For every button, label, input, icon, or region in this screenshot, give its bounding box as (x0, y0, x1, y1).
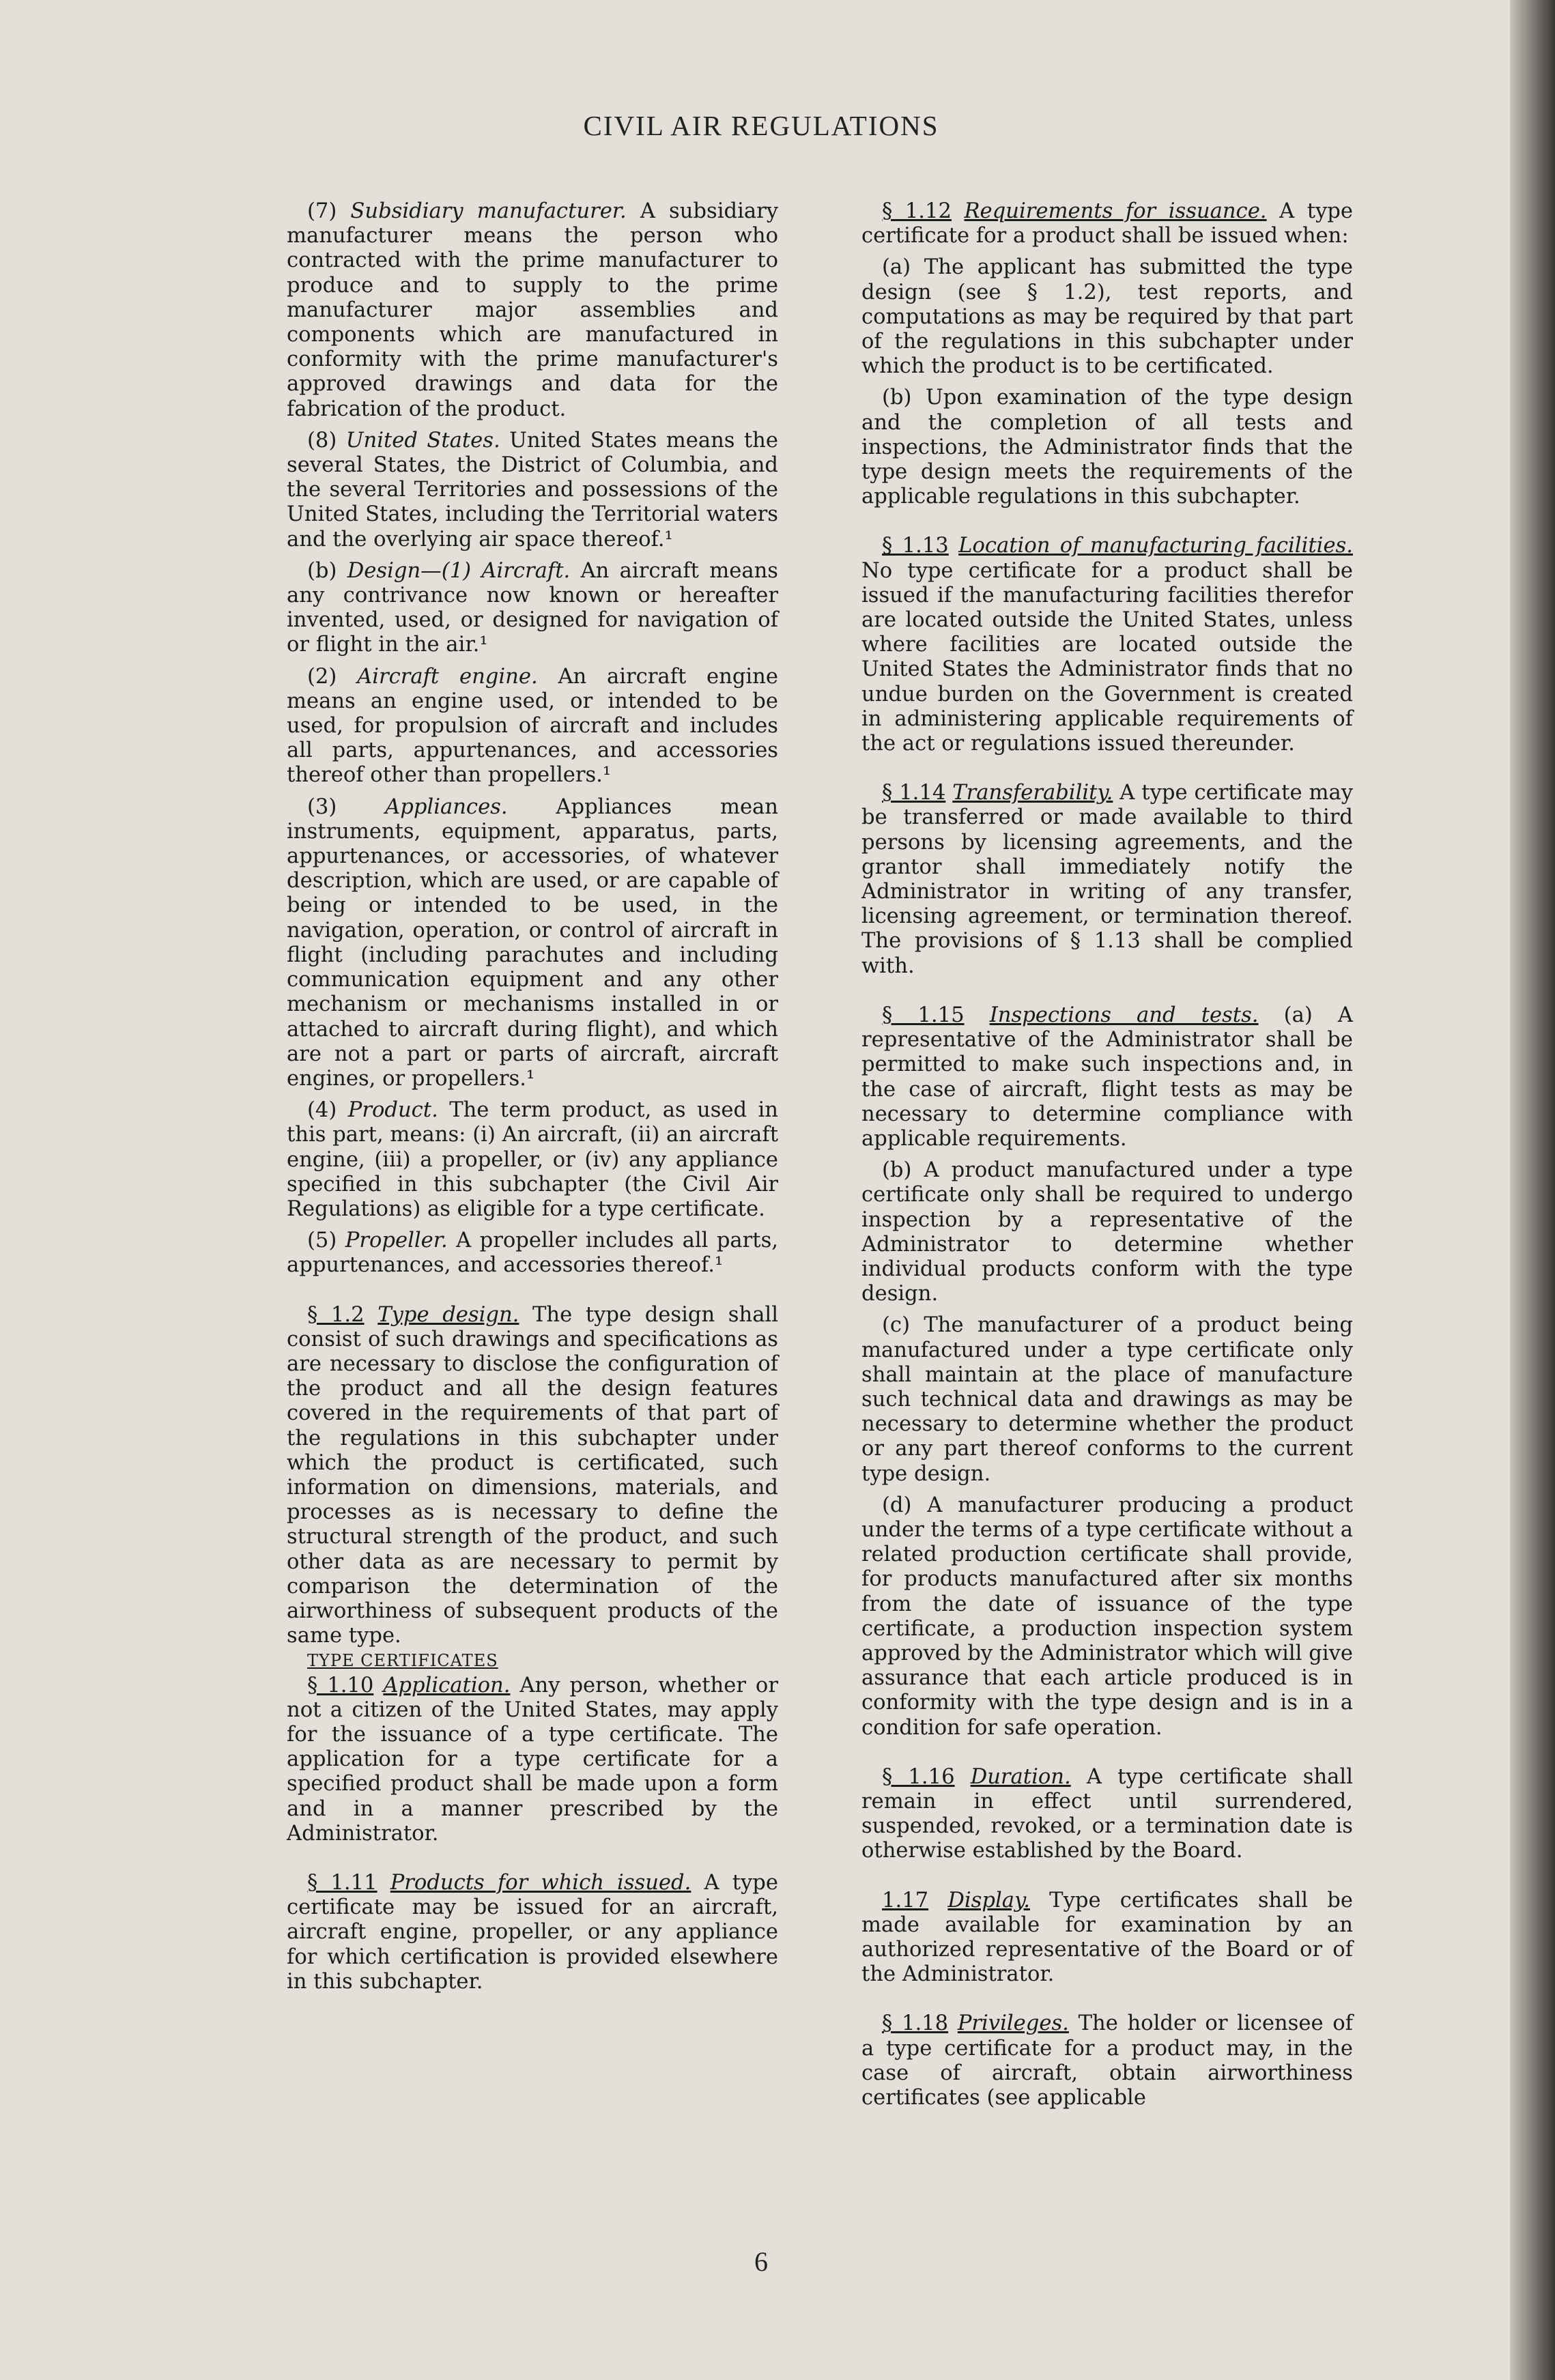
paragraph-propeller: (5) Propeller. A propeller includes all parts, appurtenances, and accessories thereof.¹ (287, 1229, 779, 1278)
left-column (287, 192, 778, 1994)
page-edge-shadow (1510, 0, 1555, 2380)
section-1-10: § 1.10 Application. Any person, whether or not a citizen of the United States, may apply for the issuance of a type certificate. The application for a type certificate for a specified product shall be made upon a form and in a manner prescribed by the Administrator. (287, 1673, 778, 1846)
paragraph-1-12-a: (a) The applicant has submitted the type design (see § 1.2), test reports, and computations as may be required by that part of the regulations in this subchapter under which the product is to be certificated. (861, 255, 1354, 379)
right-column (861, 192, 1353, 2110)
paragraph-aircraft: (b) Design—(1) Aircraft. An aircraft means any contrivance now known or hereafter invented, used, or designed for navigation of or flight in the air.¹ (287, 558, 779, 657)
section-1-18: § 1.18 Privileges. The holder or licensee of a type certificate for a product may, in the case of aircraft, obtain airworthiness certificates (see applicable (861, 2011, 1353, 2110)
paragraph-appliances: (3) Appliances. Appliances mean instruments, equipment, apparatus, parts, appurtenances, or accessories, of whatever description, which are used, or are capable of being or intended to be used, in the navigation, operation, or control of aircraft in flight (including parachutes and including communication equipment and any other mechanism or mechanisms installed in or attached to aircraft during flight), and which are not a part or parts of aircraft, aircraft engines, or propellers.¹ (287, 794, 778, 1091)
paragraph-1-15-b: (b) A product manufactured under a type certificate only shall be required to undergo inspection by a representative of the Administrator to determine whether individual products conform with the type design. (861, 1158, 1353, 1306)
section-1-15: § 1.15 Inspections and tests. (a) A representative of the Administrator shall be permitted to make such inspections and, in the case of aircraft, flight tests as may be necessary to determine compliance with applicable requirements. (861, 1003, 1353, 1151)
section-1-16: § 1.16 Duration. A type certificate shall remain in effect until surrendered, suspended, revoked, or a termination date is otherwise established by the Board. (861, 1764, 1353, 1863)
heading-type-certificates: TYPE CERTIFICATES (307, 1651, 498, 1671)
page-number: 6 (754, 2246, 768, 2277)
section-1-13: § 1.13 Location of manufacturing facilities. No type certificate for a product shall be issued if the manufacturing facilities therefor are located outside the United States, unless where facilities are located outside the United States the Administrator finds that no undue burden on the Government is created in administering applicable requirements of the act or regulations issued thereunder. (861, 534, 1353, 756)
paragraph-subsidiary-manufacturer: (7) Subsidiary manufacturer. A subsidiary manufacturer means the person who contracted with the prime manufacturer to produce and to supply to the prime manufacturer major assemblies and components which are manufactured in conformity with the prime manufacturer's approved drawings and data for the fabrication of the product. (287, 199, 779, 421)
paragraph-united-states: (8) United States. United States means the several States, the District of Columbia, and the several Territories and possessions of the United States, including the Territorial waters and the overlying air space thereof.¹ (287, 428, 778, 551)
section-1-2: § 1.2 Type design. The type design shall consist of such drawings and specifications as are necessary to disclose the configuration of the product and all the design features covered in the requirements of that part of the regulations in this subchapter under which the product is certificated, such information on dimensions, materials, and processes as is necessary to define the structural strength of the product, and such other data as are necessary to permit by comparison the determination of the airworthiness of subsequent products of the same type. (287, 1302, 779, 1648)
paragraph-aircraft-engine: (2) Aircraft engine. An aircraft engine means an engine used, or intended to be used, for propulsion of aircraft and includes all parts, appurtenances, and accessories thereof other than propellers.¹ (287, 664, 778, 788)
section-1-14: § 1.14 Transferability. A type certificate may be transferred or made available to third persons by licensing agreements, and the grantor shall immediately notify the Administrator in writing of any transfer, licensing agreement, or termination thereof. The provisions of § 1.13 shall be complied with. (861, 781, 1353, 978)
paragraph-product: (4) Product. The term product, as used in this part, means: (i) An aircraft, (ii) an aircraft engine, (iii) a propeller, or (iv) any appliance specified in this subchapter (the Civil Air Regulations) as eligible for a type certificate. (287, 1098, 778, 1221)
section-1-12: § 1.12 Requirements for issuance. A type certificate for a product shall be issued when: (861, 199, 1353, 248)
section-1-17: 1.17 Display. Type certificates shall be made available for examination by an authorized representative of the Board or of the Administrator. (861, 1888, 1353, 1987)
paragraph-1-15-d: (d) A manufacturer producing a product under the terms of a type certificate without a related production certificate shall provide, for products manufactured after six months from the date of issuance of the type certificate, a production inspection system approved by the Administrator which will give assurance that each article produced is in conformity with the type design and is in a condition for safe operation. (861, 1493, 1353, 1740)
section-1-11: § 1.11 Products for which issued. A type certificate may be issued for an aircraft, aircraft engine, propeller, or any appliance for which certification is provided elsewhere in this subchapter. (287, 1871, 778, 1994)
running-title: CIVIL AIR REGULATIONS (583, 110, 939, 141)
paragraph-1-12-b: (b) Upon examination of the type design and the completion of all tests and inspections, the Administrator finds that the type design meets the requirements of the applicable regulations in this subchapter. (861, 386, 1353, 509)
paragraph-1-15-c: (c) The manufacturer of a product being manufactured under a type certificate only shall maintain at the place of manufacture such technical data and drawings as may be necessary to determine whether the product or any part thereof conforms to the current type design. (861, 1313, 1353, 1486)
